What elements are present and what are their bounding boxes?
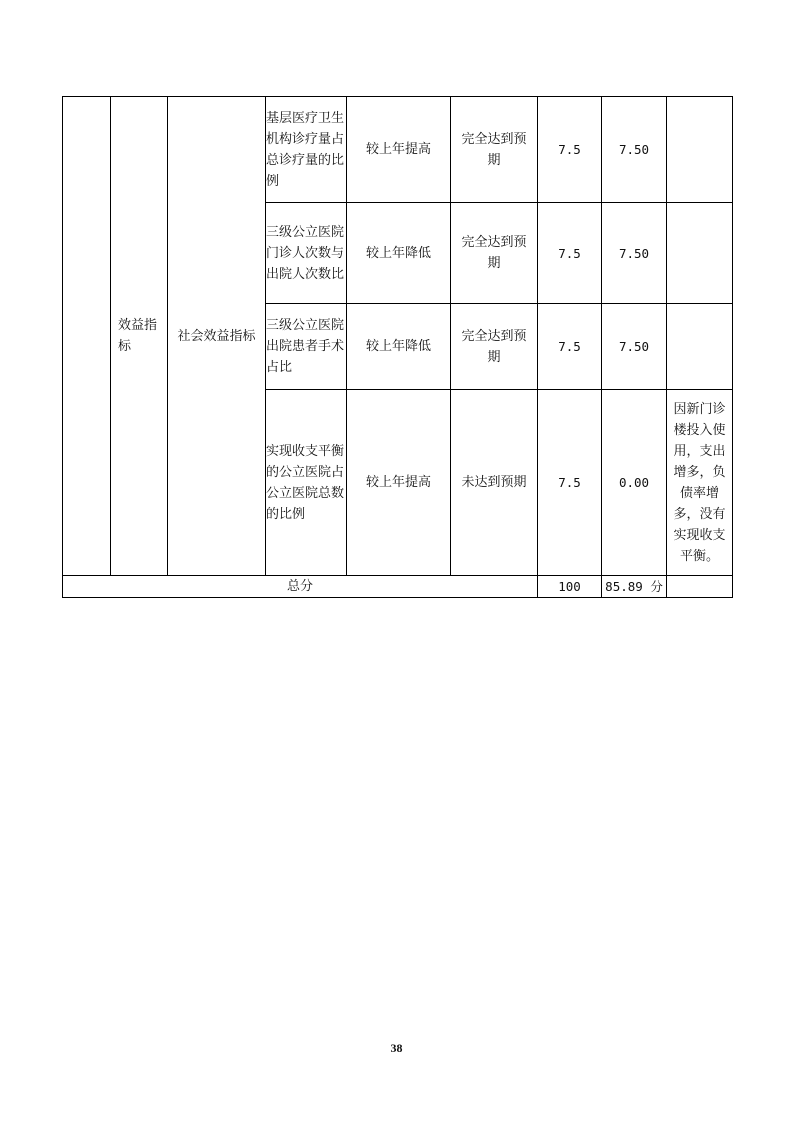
indicator-name-cell: 三级公立医院出院患者手术占比 (266, 304, 347, 390)
reason-cell (667, 203, 733, 304)
weight-cell: 7.5 (538, 390, 602, 576)
total-label-cell: 总分 (63, 576, 538, 598)
level2-indicator-text: 效益指标 (118, 318, 158, 354)
level1-indicator-cell (63, 97, 111, 576)
reason-cell (667, 97, 733, 203)
reason-text: 因新门诊楼投入使用，支出增多，负债率增多，没有实现收支平衡。 (673, 401, 726, 564)
level3-indicator-cell: 社会效益指标 (168, 97, 266, 576)
table-row (63, 97, 733, 203)
weight-cell: 7.5 (538, 97, 602, 203)
total-row (63, 576, 733, 598)
completion-text: 完全达到预期 (461, 131, 527, 168)
target-cell: 较上年提高 (347, 390, 451, 576)
completion-text: 完全达到预期 (461, 328, 527, 365)
page-number: 38 (390, 1041, 403, 1055)
score-cell: 7.50 (602, 203, 667, 304)
total-weight-cell: 100 (538, 576, 602, 598)
completion-cell (451, 203, 538, 304)
completion-text: 完全达到预期 (461, 235, 527, 271)
target-cell: 较上年降低 (347, 304, 451, 390)
completion-cell (451, 97, 538, 203)
target-cell: 较上年降低 (347, 203, 451, 304)
score-cell: 0.00 (602, 390, 667, 576)
score-cell: 7.50 (602, 304, 667, 390)
completion-cell: 未达到预期 (451, 390, 538, 576)
level2-indicator-cell (111, 97, 168, 576)
completion-cell (451, 304, 538, 390)
performance-score-table (62, 96, 733, 598)
target-cell: 较上年提高 (347, 97, 451, 203)
indicator-name-cell: 三级公立医院门诊人次数与出院人次数比 (266, 203, 347, 304)
weight-cell: 7.5 (538, 304, 602, 390)
indicator-name-cell: 基层医疗卫生机构诊疗量占总诊疗量的比例 (266, 97, 347, 203)
weight-cell: 7.5 (538, 203, 602, 304)
reason-cell (667, 304, 733, 390)
score-cell: 7.50 (602, 97, 667, 203)
reason-cell (667, 390, 733, 576)
indicator-name-cell: 实现收支平衡的公立医院占公立医院总数的比例 (266, 390, 347, 576)
total-score-cell: 85.89 分 (602, 576, 667, 598)
total-reason-cell (667, 576, 733, 598)
